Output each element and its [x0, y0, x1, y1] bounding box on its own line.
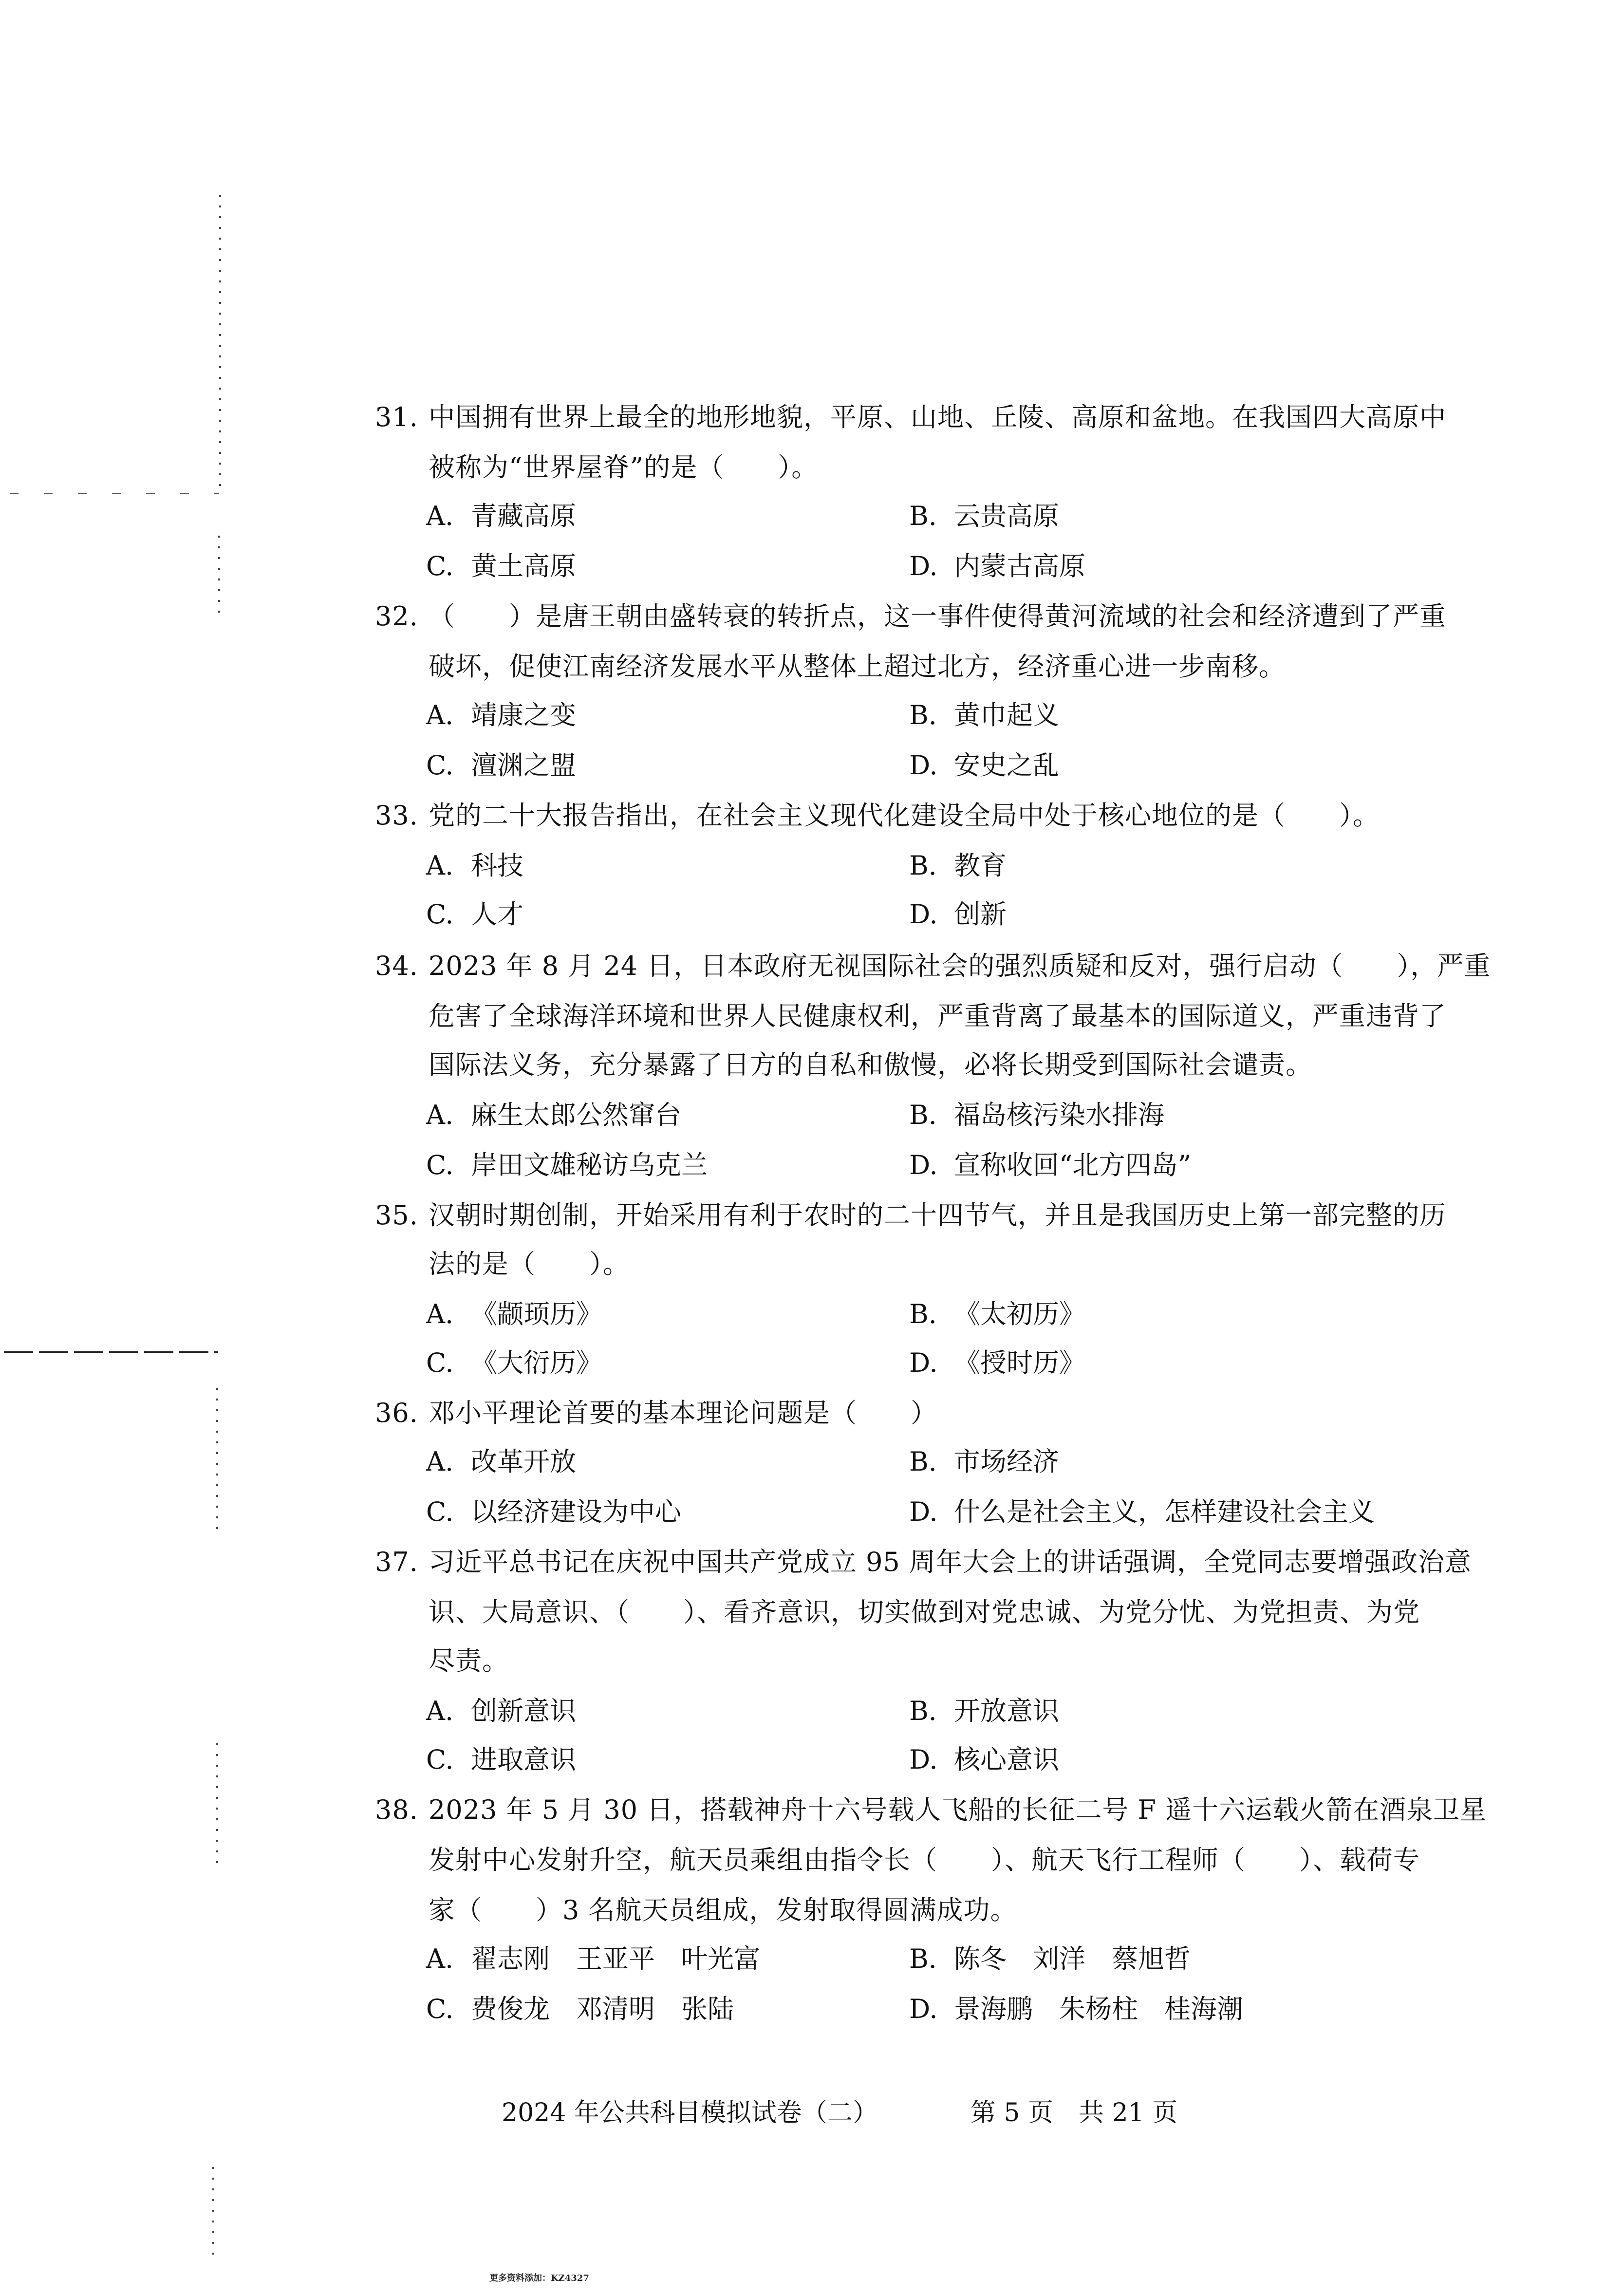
option-label: A.	[426, 700, 454, 730]
option-label: B.	[909, 1943, 937, 1974]
option-c[interactable]	[426, 1348, 602, 1378]
question-text-line: 危害了全球海洋环境和世界人民健康权利，严重背离了最基本的国际道义，严重违背了	[429, 1001, 1446, 1031]
option-label: D.	[909, 1496, 938, 1527]
binding-margin-dots-4	[216, 1743, 218, 1865]
option-d[interactable]	[909, 751, 1059, 780]
bottom-watermark-note: 更多资料添加：KZ4327	[489, 2273, 589, 2283]
option-text: 麻生太郎公然窜台	[471, 1100, 681, 1130]
option-label: C.	[426, 1150, 454, 1180]
option-b[interactable]	[909, 701, 1059, 730]
option-text: 改革开放	[471, 1446, 576, 1477]
option-text: 岸田文雄秘访乌克兰	[471, 1150, 708, 1180]
binding-margin-dash-line-mid	[4, 1351, 218, 1353]
option-label: B.	[909, 501, 937, 531]
option-text: 《颛顼历》	[471, 1299, 602, 1329]
question-text-line: 邓小平理论首要的基本理论问题是（ ）	[429, 1398, 937, 1428]
option-label: D.	[909, 1744, 938, 1775]
question-text-line: 法的是（ ）。	[429, 1249, 630, 1279]
option-text: 《太初历》	[954, 1299, 1085, 1329]
question-text-line: 尽责。	[429, 1645, 509, 1676]
option-label: C.	[426, 1347, 454, 1378]
option-label: C.	[426, 750, 454, 781]
option-label: D.	[909, 899, 938, 930]
option-text: 景海鹏 朱杨柱 桂海潮	[954, 1994, 1243, 2024]
option-text: 宣称收回“北方四岛”	[954, 1150, 1192, 1180]
option-label: B.	[909, 1100, 937, 1130]
option-text: 费俊龙 邓清明 张陆	[471, 1994, 734, 2024]
option-text: 《授时历》	[954, 1347, 1085, 1378]
option-c[interactable]	[426, 751, 576, 780]
option-text: 翟志刚 王亚平 叶光富	[471, 1943, 760, 1974]
option-a[interactable]	[426, 1101, 681, 1130]
question-number: 32.	[375, 601, 418, 632]
option-text: 进取意识	[471, 1744, 576, 1775]
option-text: 什么是社会主义，怎样建设社会主义	[954, 1496, 1375, 1527]
question-text-line: 被称为“世界屋脊”的是（ ）。	[429, 452, 819, 483]
option-a[interactable]	[426, 1944, 760, 1974]
option-a[interactable]	[426, 1697, 576, 1726]
page-footer	[502, 2092, 1177, 2128]
option-text: 科技	[471, 850, 523, 881]
option-label: A.	[426, 1943, 454, 1974]
option-b[interactable]	[909, 1447, 1059, 1476]
option-label: D.	[909, 1150, 938, 1180]
option-text: 青藏高原	[471, 501, 576, 531]
question-text-line: 破坏，促使江南经济发展水平从整体上超过北方，经济重心进一步南移。	[429, 651, 1286, 682]
option-label: C.	[426, 1744, 454, 1775]
option-label: A.	[426, 1100, 454, 1130]
question-text-line: 汉朝时期创制，开始采用有利于农时的二十四节气，并且是我国历史上第一部完整的历	[429, 1200, 1446, 1231]
question-text-line: 中国拥有世界上最全的地形地貌，平原、山地、丘陵、高原和盆地。在我国四大高原中	[429, 402, 1446, 432]
question-text-line: 2023 年 5 月 30 日，搭载神舟十六号载人飞船的长征二号 F 遥十六运载火箭在酒泉卫星	[429, 1794, 1487, 1825]
question-number: 38.	[375, 1794, 418, 1825]
option-b[interactable]	[909, 1944, 1191, 1974]
question-number: 36.	[375, 1398, 418, 1428]
option-c[interactable]	[426, 1497, 681, 1527]
option-text: 云贵高原	[954, 501, 1059, 531]
option-label: B.	[909, 850, 937, 881]
option-c[interactable]	[426, 1995, 734, 2024]
option-text: 黄土高原	[471, 551, 576, 581]
option-label: B.	[909, 700, 937, 730]
option-d[interactable]	[909, 1497, 1375, 1527]
option-b[interactable]	[909, 1697, 1059, 1726]
option-label: A.	[426, 850, 454, 881]
option-label: B.	[909, 1299, 937, 1329]
option-a[interactable]	[426, 701, 576, 730]
option-text: 福岛核污染水排海	[954, 1100, 1164, 1130]
question-text-line: 发射中心发射升空，航天员乘组由指令长（ ）、航天飞行工程师（ ）、载荷专	[429, 1845, 1420, 1875]
option-text: 创新	[954, 899, 1007, 930]
option-label: D.	[909, 1347, 938, 1378]
option-a[interactable]	[426, 851, 523, 880]
binding-margin-dots-2	[218, 536, 220, 614]
option-c[interactable]	[426, 1151, 708, 1180]
option-label: A.	[426, 1446, 454, 1477]
option-label: D.	[909, 750, 938, 781]
option-text: 内蒙古高原	[954, 551, 1085, 581]
option-label: C.	[426, 551, 454, 581]
option-text: 开放意识	[954, 1696, 1059, 1726]
option-d[interactable]	[909, 1348, 1085, 1378]
question-number: 31.	[375, 402, 418, 432]
question-number: 35.	[375, 1200, 418, 1231]
question-number: 33.	[375, 800, 418, 831]
option-label: C.	[426, 1496, 454, 1527]
option-text: 《大衍历》	[471, 1347, 602, 1378]
question-text-line: 党的二十大报告指出，在社会主义现代化建设全局中处于核心地位的是（ ）。	[429, 800, 1380, 831]
option-b[interactable]	[909, 1300, 1085, 1329]
option-b[interactable]	[909, 851, 1007, 880]
option-label: A.	[426, 1696, 454, 1726]
question-text-line: 家（ ）3 名航天员组成，发射取得圆满成功。	[429, 1895, 1017, 1925]
option-text: 人才	[471, 899, 523, 930]
option-a[interactable]	[426, 1447, 576, 1476]
question-number: 37.	[375, 1547, 418, 1577]
question-text-line: 习近平总书记在庆祝中国共产党成立 95 周年大会上的讲话强调，全党同志要增强政治意	[429, 1547, 1472, 1577]
option-label: A.	[426, 501, 454, 531]
option-c[interactable]	[426, 552, 576, 581]
option-text: 陈冬 刘洋 蔡旭哲	[954, 1943, 1191, 1974]
option-text: 黄巾起义	[954, 700, 1059, 730]
option-label: D.	[909, 551, 938, 581]
binding-margin-dots-5	[212, 2167, 214, 2255]
option-text: 澶渊之盟	[471, 750, 576, 781]
option-text: 安史之乱	[954, 750, 1059, 781]
exam-title: 2024 年公共科目模拟试卷（二）	[502, 2098, 878, 2128]
option-c[interactable]	[426, 1745, 576, 1774]
question-text-line: 国际法义务，充分暴露了日方的自私和傲慢，必将长期受到国际社会谴责。	[429, 1049, 1312, 1080]
option-text: 以经济建设为中心	[471, 1496, 681, 1527]
binding-margin-dash-line-top	[10, 493, 219, 494]
option-b[interactable]	[909, 1101, 1164, 1130]
option-c[interactable]	[426, 900, 523, 929]
option-text: 市场经济	[954, 1446, 1059, 1477]
option-d[interactable]	[909, 900, 1007, 929]
option-d[interactable]	[909, 1995, 1243, 2024]
option-a[interactable]	[426, 1300, 602, 1329]
option-text: 教育	[954, 850, 1007, 881]
option-d[interactable]	[909, 552, 1085, 581]
option-d[interactable]	[909, 1151, 1191, 1180]
option-text: 核心意识	[954, 1744, 1059, 1775]
option-label: D.	[909, 1994, 938, 2024]
question-text-line: （ ）是唐王朝由盛转衰的转折点，这一事件使得黄河流域的社会和经济遭到了严重	[429, 601, 1446, 632]
option-a[interactable]	[426, 502, 576, 531]
option-label: C.	[426, 1994, 454, 2024]
option-label: B.	[909, 1696, 937, 1726]
option-label: A.	[426, 1299, 454, 1329]
option-label: B.	[909, 1446, 937, 1477]
binding-margin-dots-3	[216, 1388, 218, 1534]
option-d[interactable]	[909, 1745, 1059, 1774]
option-text: 创新意识	[471, 1696, 576, 1726]
option-text: 靖康之变	[471, 700, 576, 730]
question-text-line: 识、大局意识、（ ）、看齐意识，切实做到对党忠诚、为党分忧、为党担责、为党	[429, 1597, 1420, 1627]
question-text-line: 2023 年 8 月 24 日，日本政府无视国际社会的强烈质疑和反对，强行启动（ ），严重	[429, 951, 1491, 981]
page-number: 第 5 页 共 21 页	[970, 2098, 1178, 2128]
question-number: 34.	[375, 951, 418, 981]
option-b[interactable]	[909, 502, 1059, 531]
option-label: C.	[426, 899, 454, 930]
binding-margin-dots	[219, 195, 221, 487]
